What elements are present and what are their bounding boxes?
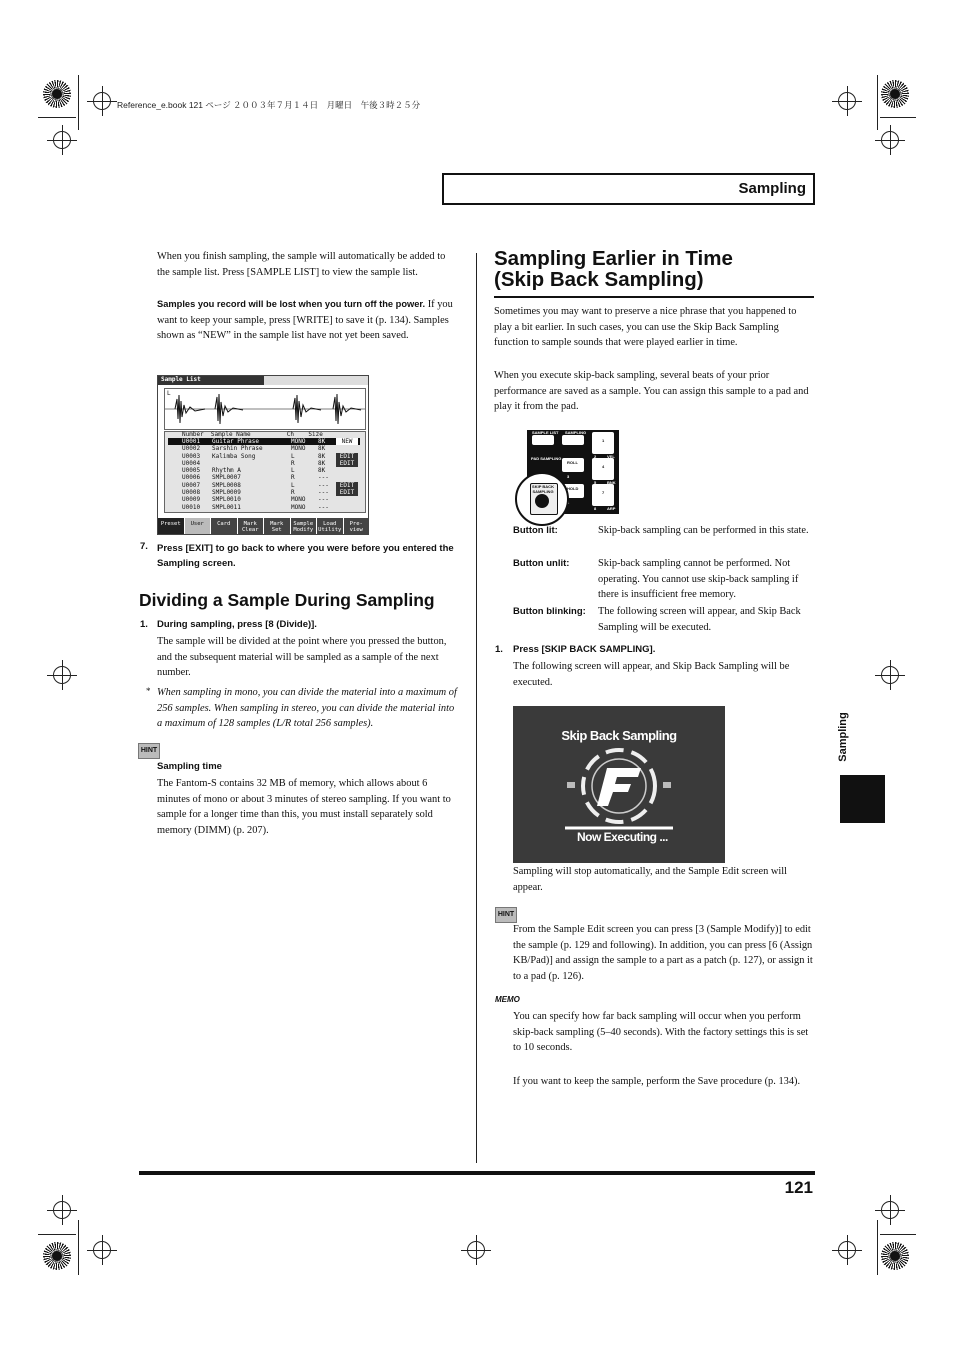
side-tab-label: Sampling [837,712,849,762]
vel-label: VEL [607,454,615,459]
arp-label: ARP [607,506,616,511]
side-tab-block [840,775,885,823]
registration-mark-icon [881,131,899,149]
registration-star-icon [881,80,909,108]
table-cell-num: U0001 [182,438,201,445]
crop-line [78,1220,79,1275]
right-para-2: When you execute skip-back sampling, several beats of your prior performance are saved as a sample. You can assign this sample to a pad and play it from the pad. [494,370,809,413]
screen-tabs [158,518,369,535]
state-term: Button lit: [513,525,558,536]
column-divider [476,253,477,1163]
screen-tab[interactable]: User [185,518,211,535]
crop-line [877,1220,878,1275]
registration-mark-icon [53,1201,71,1219]
table-row[interactable] [168,482,360,489]
pad-3[interactable] [592,484,614,506]
state-description: Skip-back sampling can be performed in this state. [598,525,809,536]
header-note: Reference_e.book 121 ページ ２００３年７月１４日 月曜日 午後３時２５分 [117,100,421,110]
skip-back-label: SKIP BACK SAMPLING [532,484,554,494]
table-row[interactable] [168,474,360,481]
step1-left-num: 1. [140,619,148,630]
table-cell-name: SMPL0011 [212,503,241,511]
sample-list-button[interactable] [532,435,554,445]
table-row[interactable] [168,504,360,511]
table-row[interactable] [168,489,360,496]
key-label: 1 [602,438,605,443]
state-description: Skip-back sampling cannot be performed. Not operating. You cannot use skip-back sampling if there is insufficient free memory. [598,558,799,601]
table-cell-num: U0005 [182,467,201,475]
table-cell-size: 8K [318,459,326,467]
table-cell-ch: R [291,459,295,467]
waveform-panel [164,388,366,430]
table-cell-size: --- [318,503,329,511]
table-cell-name: Rhythm A [212,467,241,475]
table-cell-num: U0010 [182,503,201,511]
table-cell-num: U0004 [182,459,201,467]
table-cell-name: Sarshin Phrase [212,445,263,453]
table-cell-size: 8K [318,445,326,453]
table-cell-size: --- [318,496,329,504]
heading-skip-back [494,248,733,290]
heading-line-2: (Skip Back Sampling) [494,268,704,291]
registration-mark-icon [467,1241,485,1259]
left-para-3: The sample will be divided at the point where you pressed the button, and the subsequent material will be sampled as a sample of the next number. [157,636,447,679]
left-para-2-bold: Samples you record will be lost when you turn off the power. [157,299,426,309]
panel-illustration [512,428,622,520]
right-para-4: Sampling will stop automatically, and the Sample Edit screen will appear. [513,866,788,893]
table-cell-size: 8K [318,467,326,475]
pad-1[interactable] [592,432,614,454]
waveform-svg [165,389,365,429]
screen-tab[interactable]: Sample Modify [291,518,317,535]
registration-star-icon [43,80,71,108]
crop-line [880,117,916,118]
screen-tab[interactable]: Pre-view [344,518,370,535]
table-cell-num: U0006 [182,474,201,482]
table-cell-ch: L [291,481,295,489]
table-cell-flag: EDIT [336,489,358,496]
table-cell-size: 8K [318,438,326,445]
crop-line [877,75,878,130]
table-cell-num: U0007 [182,481,201,489]
sampling-button[interactable] [562,435,584,445]
list-columns: Number Sample Name Ch Size [182,431,323,438]
sampling-label: SAMPLING [565,430,587,435]
page-number: 121 [784,1178,813,1197]
screen-title: Sample List [161,376,201,383]
key-label: 5 [594,480,597,485]
table-cell-ch: R [291,474,295,482]
crop-line [38,1234,76,1235]
key-label: 4 [602,464,605,469]
roll-label: ROLL [567,460,578,465]
registration-mark-icon [53,131,71,149]
key-label: 2 [594,454,597,459]
sample-list-label: SAMPLE LIST [532,430,559,435]
table-cell-size: --- [318,474,329,482]
table-cell-num: U0002 [182,445,201,453]
left-para-2 [157,297,457,344]
hint-text-left: The Fantom-S contains 32 MB of memory, which allows about 6 minutes of mono or about 3 minutes of stereo sampling. If you want to sample for a longer time than this, you must install separately sold memory (DIMM) (p. 207). [157,778,451,836]
step1-right-text: Press [SKIP BACK SAMPLING]. [513,644,656,655]
screen-tab[interactable]: Card [211,518,237,535]
waveform-marker: L [167,390,171,397]
registration-mark-icon [93,1241,111,1259]
table-cell-num: U0009 [182,496,201,504]
screen-tab[interactable]: Mark Clear [238,518,264,535]
table-cell-ch: MONO [291,438,306,445]
state-term: Button unlit: [513,558,570,569]
hint-icon: HINT [495,907,517,923]
table-cell-name: SMPL0007 [212,474,241,482]
registration-star-icon [43,1242,71,1270]
heading-dividing: Dividing a Sample During Sampling [139,590,435,610]
key-label: 3 [567,474,570,479]
registration-mark-icon [838,92,856,110]
registration-star-icon [881,1242,909,1270]
table-cell-name: Guitar Phrase [212,438,259,445]
registration-mark-icon [838,1241,856,1259]
table-cell-ch: MONO [291,445,306,453]
skip-back-led-icon [535,494,549,508]
bnk-label: BNK [607,480,616,485]
crop-line [78,75,79,130]
left-para-1: When you finish sampling, the sample will automatically be added to the sample list. Press [SAMPLE LIST] to view the sample list. [157,251,446,278]
table-cell-num: U0008 [182,489,201,497]
key-label: 7 [602,490,605,495]
step1-left-text: During sampling, press [8 (Divide)]. [157,619,317,630]
table-cell-size: --- [318,489,329,497]
table-cell-flag: EDIT [336,453,358,460]
step1-right-num: 1. [495,644,503,655]
table-cell-ch: MONO [291,496,306,504]
pad-2[interactable] [592,458,614,480]
table-cell-ch: MONO [291,503,306,511]
hint-icon: HINT [138,743,160,759]
table-cell-size: --- [318,481,329,489]
skip-back-screen [513,706,725,863]
table-cell-num: U0003 [182,452,201,460]
memo-icon: MEMO [495,995,520,1004]
section-tab-label: Sampling [738,180,806,197]
screen-tab[interactable]: Mark Set [264,518,290,535]
sample-rows [168,438,360,511]
hint-text-right: From the Sample Edit screen you can press [3 (Sample Modify)] to edit the sample (p. 129 and following). In addition, you can press [6 (Assign KB/Pad)] and assign the sample to a part as a patch (p. 127), or assign it to a pad (p. 126). [513,924,813,982]
crop-line [38,117,76,118]
table-cell-name: SMPL0010 [212,496,241,504]
table-row[interactable] [168,453,360,460]
hold-label: HOLD [567,486,579,491]
table-cell-name: SMPL0008 [212,481,241,489]
table-cell-ch: R [291,489,295,497]
key-label: 8 [594,506,597,511]
note-asterisk: * [146,686,151,696]
state-description: The following screen will appear, and Skip Back Sampling will be executed. [598,606,801,633]
table-row[interactable] [168,460,360,467]
table-row[interactable] [168,467,360,474]
step7-text: Press [EXIT] to go back to where you were before you entered the Sampling screen. [157,543,454,569]
table-cell-ch: L [291,467,295,475]
heading-rule [494,296,814,298]
state-term: Button blinking: [513,606,586,617]
step7-num: 7. [140,541,148,552]
screen-tab[interactable]: Preset [158,518,184,535]
registration-mark-icon [881,666,899,684]
hint-title: Sampling time [157,761,222,772]
footer-rule [139,1171,815,1175]
table-row[interactable] [168,445,360,452]
note-text: When sampling in mono, you can divide the material into a maximum of 256 samples. When sampling in stereo, you can divide the material into a maximum of 128 samples (L/R total 256 samples). [157,687,457,730]
crop-line [880,1234,916,1235]
registration-mark-icon [53,666,71,684]
table-row[interactable] [168,438,360,445]
memo-text: You can specify how far back sampling will occur when you perform skip-back sampling (5–40 seconds). With the factory settings this is set to 10 seconds. [513,1011,809,1054]
heading-line-1: Sampling Earlier in Time [494,247,733,270]
table-cell-ch: L [291,452,295,460]
table-row[interactable] [168,496,360,503]
table-cell-flag: NEW [336,438,358,445]
left-para-2-rest: If you want to keep your sample, press [WRITE] to save it (p. 134). Samples shown as “NEW” in the sample list have not yet been saved. [157,299,453,342]
table-cell-flag: EDIT [336,482,358,489]
table-cell-name: Kalimba Song [212,452,256,460]
table-cell-size: 8K [318,452,326,460]
right-para-5: If you want to keep the sample, perform the Save procedure (p. 134). [513,1076,801,1087]
skip-back-screen-title: Skip Back Sampling [561,728,677,743]
pad-sampling-label: PAD SAMPLING [531,456,562,461]
right-para-3: The following screen will appear, and Skip Back Sampling will be executed. [513,661,790,688]
screen-tab[interactable]: Load Utility [317,518,343,535]
table-cell-flag: EDIT [336,460,358,467]
skip-back-screen-status: Now Executing ... [577,830,668,844]
registration-mark-icon [881,1201,899,1219]
table-cell-name: SMPL0009 [212,489,241,497]
sample-list-screen [157,375,369,535]
registration-mark-icon [93,92,111,110]
right-para-1: Sometimes you may want to preserve a nice phrase that you happened to play a bit earlier. In such cases, you can use the Skip Back Sampling function to sample sounds that were played earlier in time. [494,306,797,349]
